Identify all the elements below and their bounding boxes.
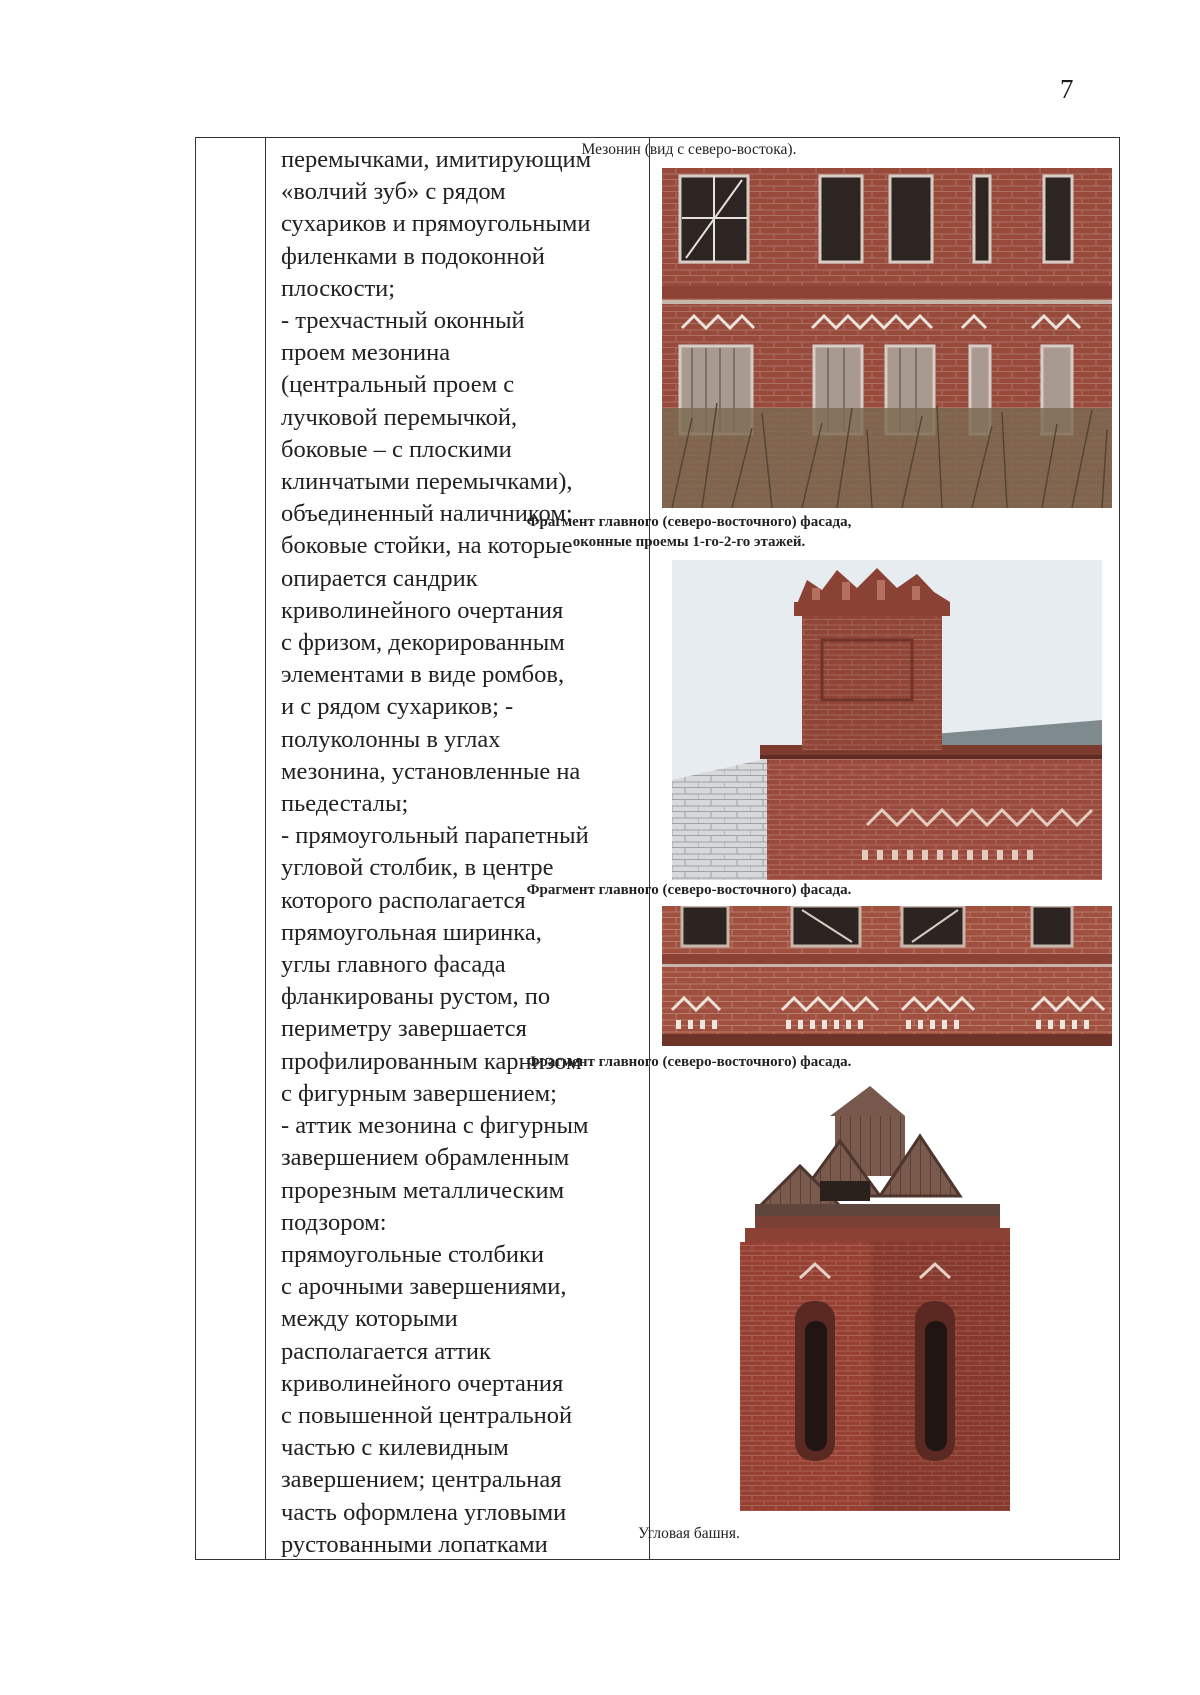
text-line: прямоугольная ширинка, bbox=[281, 918, 542, 946]
text-line: фланкированы рустом, по bbox=[281, 983, 551, 1011]
caption-facade-fragment-1: Фрагмент главного (северо-восточного) фасада. bbox=[526, 882, 852, 898]
text-line: мезонина, установленные на bbox=[281, 757, 581, 785]
text-line: с фигурным завершением; bbox=[281, 1079, 557, 1107]
caption-facade-windows-line1: Фрагмент главного (северо-восточного) фасада, bbox=[526, 514, 852, 530]
text-line: угловой столбик, в центре bbox=[281, 854, 554, 882]
text-line: рустованными лопатками bbox=[281, 1530, 548, 1558]
text-line: и с рядом сухариков; - bbox=[281, 693, 514, 721]
text-line: между которыми bbox=[281, 1305, 458, 1333]
text-line: боковые стойки, на которые bbox=[281, 532, 573, 560]
caption-facade-windows-line2: оконные проемы 1-го-2-го этажей. bbox=[572, 534, 806, 550]
description-text-cell bbox=[281, 144, 649, 1561]
text-line: полуколонны в углах bbox=[281, 725, 501, 753]
text-line: перемычками, имитирующим bbox=[281, 146, 592, 173]
text-line: криволинейного очертания bbox=[281, 1369, 564, 1397]
text-line: располагается аттик bbox=[281, 1337, 491, 1365]
text-line: прямоугольные столбики bbox=[281, 1240, 545, 1268]
caption-facade-fragment-2: Фрагмент главного (северо-восточного) фасада. bbox=[526, 1054, 852, 1070]
text-line: боковые – с плоскими bbox=[281, 435, 512, 463]
text-line: сухариков и прямоугольными bbox=[281, 210, 591, 238]
text-line: (центральный проем с bbox=[281, 371, 515, 399]
text-line: завершением; центральная bbox=[281, 1466, 562, 1494]
text-line: с повышенной центральной bbox=[281, 1401, 573, 1429]
text-line: плоскости; bbox=[281, 274, 396, 302]
text-line: периметру завершается bbox=[281, 1015, 527, 1043]
text-line: объединенный наличником: bbox=[281, 500, 573, 528]
text-line: филенками в подоконной bbox=[281, 242, 545, 270]
text-line: завершением обрамленным bbox=[281, 1144, 570, 1172]
text-line: лучковой перемычкой, bbox=[281, 403, 518, 431]
text-line: - трехчастный оконный bbox=[281, 307, 525, 335]
caption-mezzanine: Мезонин (вид с северо-востока). bbox=[581, 141, 797, 158]
text-line: с арочными завершениями, bbox=[281, 1273, 567, 1301]
text-line: подзором: bbox=[281, 1208, 387, 1236]
facade-windows-photo bbox=[662, 168, 1112, 508]
mezzanine-chimney-photo bbox=[672, 560, 1102, 880]
text-line: профилированным карнизом bbox=[281, 1047, 582, 1075]
text-line: прорезным металлическим bbox=[281, 1176, 565, 1204]
text-line: частью с килевидным bbox=[281, 1434, 509, 1462]
text-line: клинчатыми перемычками), bbox=[281, 468, 573, 496]
caption-corner-tower: Угловая башня. bbox=[638, 1525, 740, 1542]
text-line: часть оформлена угловыми bbox=[281, 1498, 567, 1526]
text-line: углы главного фасада bbox=[281, 951, 506, 979]
text-line: с фризом, декорированным bbox=[281, 629, 565, 657]
text-line: криволинейного очертания bbox=[281, 596, 564, 624]
corner-tower-photo bbox=[740, 1086, 1010, 1511]
text-line: опирается сандрик bbox=[281, 564, 478, 592]
facade-fragment-photo bbox=[662, 906, 1112, 1046]
text-line: - прямоугольный парапетный bbox=[281, 822, 589, 850]
text-line: которого располагается bbox=[281, 886, 526, 914]
table-column-divider bbox=[265, 138, 266, 1559]
text-line: проем мезонина bbox=[281, 339, 451, 367]
text-line: «волчий зуб» с рядом bbox=[281, 178, 506, 206]
text-line: пьедесталы; bbox=[281, 790, 409, 818]
page-number: 7 bbox=[1060, 74, 1074, 104]
table-column-divider bbox=[649, 138, 650, 1559]
text-line: - аттик мезонина с фигурным bbox=[281, 1112, 589, 1140]
text-line: элементами в виде ромбов, bbox=[281, 661, 565, 689]
